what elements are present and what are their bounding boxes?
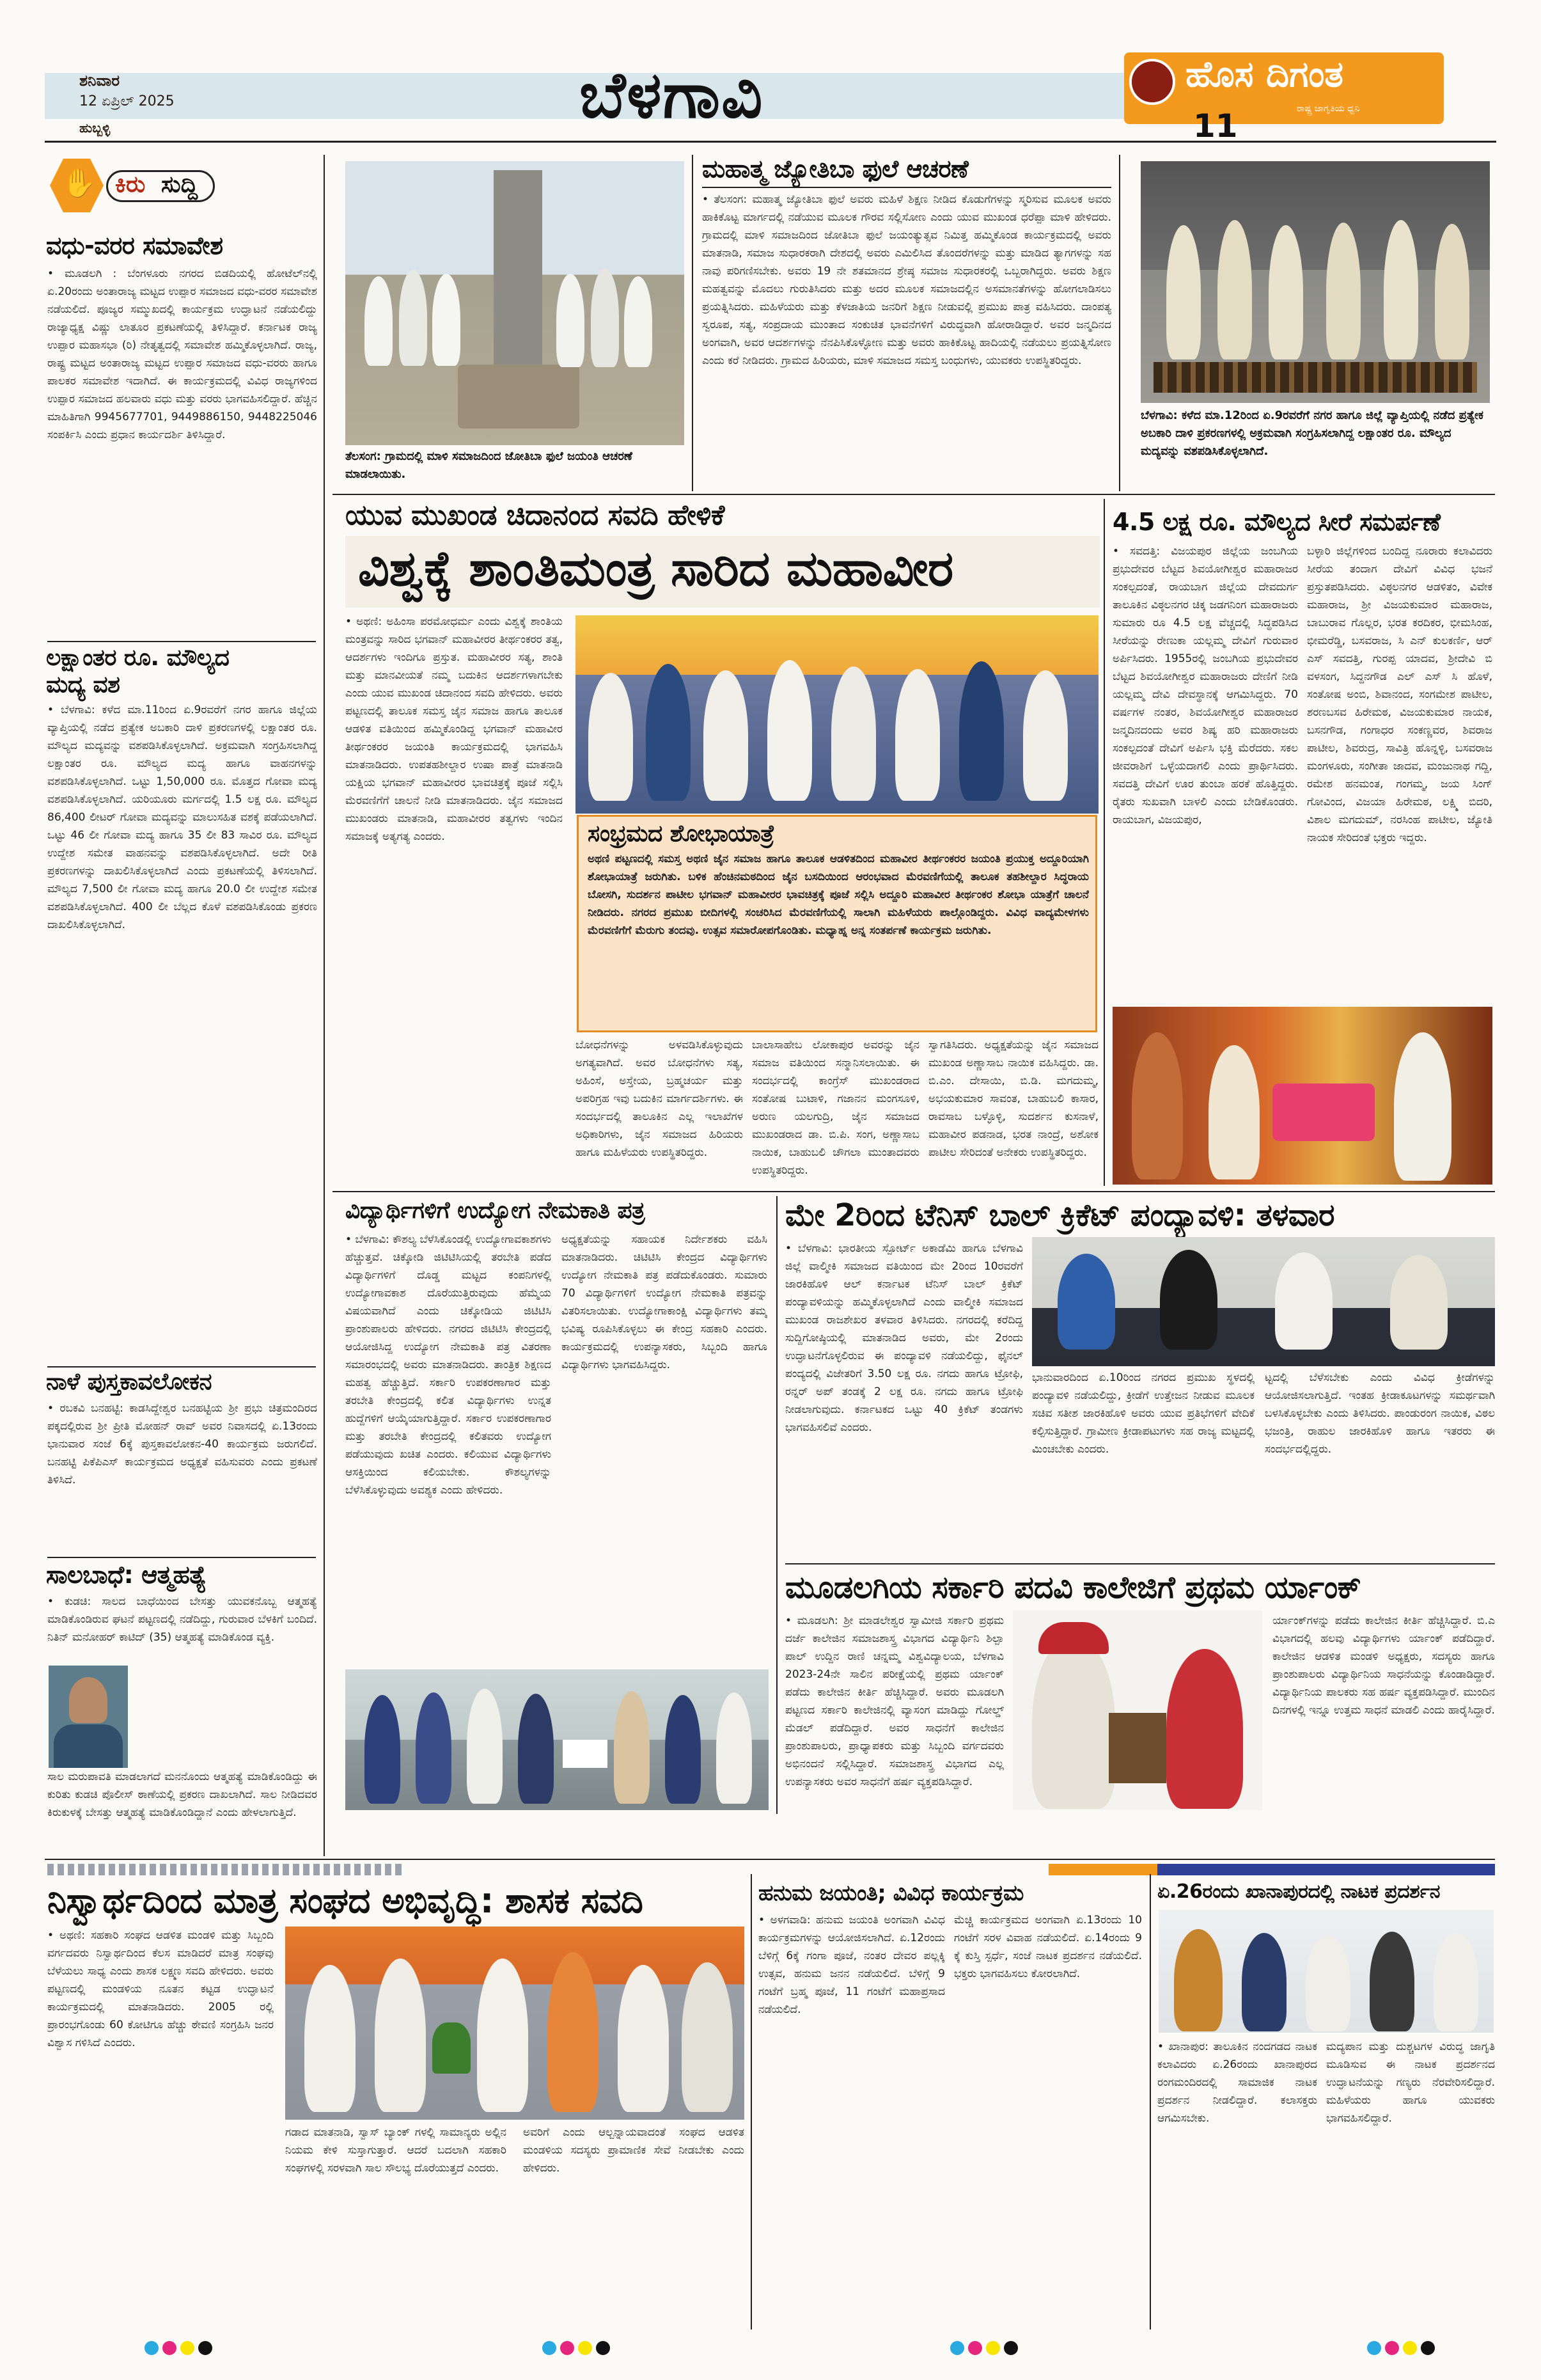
kicker-mahaveer: ಯುವ ಮುಖಂಡ ಚಿದಾನಂದ ಸವದಿ ಹೇಳಿಕೆ xyxy=(345,499,724,532)
devotee xyxy=(1394,1032,1451,1181)
header-day: ಶನಿವಾರ xyxy=(79,72,120,90)
person xyxy=(432,274,460,366)
divider xyxy=(702,187,1111,188)
dignitary xyxy=(895,669,940,801)
headline-liquor-a: ಲಕ್ಷಾಂತರ ರೂ. ಮೌಲ್ಯದ xyxy=(46,645,230,671)
person xyxy=(399,270,427,366)
body-phule: • ತೆಲಸಂಗ: ಮಹಾತ್ಮ ಜ್ಯೋತಿಬಾ ಫುಲೆ ಅವರು ಮಹಿಳೆ ಶಿಕ್ಷಣ ನೀಡಿದ ಕೊಡುಗೆಗಳನ್ನು ಸ್ಮರಿಸುವ ಮೂಲಕ ಅವರು ಹಾಕಿಕೊಟ್ಟ ಮಾರ್ಗದಲ್ಲಿ ನಡೆಯುವ ಮೂಲಕ ಗೌರವ ಸಲ್ಲಿಸೋಣ ಎಂದು ಯುವ ಮುಖಂಡ ಧರೆಪ್ಪಾ ಮಾಳಿ ಹೇಳಿದರು. ಗ್ರಾಮದಲ್ಲಿ ಮಾಳಿ ಸಮಾಜದಿಂದ ಜೋತಿಬಾ ಫುಲೆ ಜಯಂತ್ಯುತ್ಸವ ನಿಮಿತ್ತ ಹಮ್ಮಿಕೊಂಡ ಕಾರ್ಯಕ್ರಮದಲ್ಲಿ ಅವರು ಮಾತನಾಡಿ, ಸಮಾಜ ಸುಧಾರಕರಾಗಿ ದೇಶದಲ್ಲಿ ಅವರು ಎಮಿಲಿಸಿದ ತೊಂದರೆಗಳನ್ನು ಮತ್ತು ಮಾಡಿದ ತ್ಯಾಗಗಳನ್ನು ಸಹ ನಾವು ಪರಿಗಣಿಸಬೇಕು. ಅವರು 19 ನೇ ಶತಮಾನದ ಶ್ರೇಷ್ಠ ಸಮಾಜ ಸುಧಾರಕರಲ್ಲಿ ಒಬ್ಬರಾಗಿದ್ದರು. ಅವರು ಶಿಕ್ಷಣ ಮಹತ್ವವನ್ನು ಮೊದಲು ಗುರುತಿಸಿದರು ಮತ್ತು ಅದರ ಮೂಲಕ ಸಮಾಜದಲ್ಲಿನ ಅಸಮಾನತೆಗಳನ್ನು ಹೋಗಲಾಡಿಸಲು ಪ್ರಯತ್ನಿಸಿದರು. ಮಹಿಳೆಯರು ಮತ್ತು ಕೆಳಜಾತಿಯ ಜನರಿಗೆ ಶಿಕ್ಷಣ ನೀಡುವಲ್ಲಿ ಪ್ರಮುಖ ಪಾತ್ರ ವಹಿಸಿದರು. ದಾಂಪತ್ಯ ಸ್ವರೂಪ, ಸತ್ಯ, ಸಂಪ್ರದಾಯ ಮುಂತಾದ ಸಂಕುಚಿತ ಭಾವನೆಗಳಿಗೆ ವಿರುದ್ಧವಾಗಿ ಹೋರಾಡಿದ್ದಾರೆ. ಅವರ ಜನ್ಮದಿನದ ಅಂಗವಾಗಿ, ಅವರ ಆದರ್ಶಗಳನ್ನು ನೆನಪಿಸಿಕೊಳ್ಳೋಣ ಮತ್ತು ಅವರು ಹಾಕಿಕೊಟ್ಟ ಹಾದಿಯಲ್ಲಿ ನಡೆಯಲು ಪ್ರಯತ್ನಿಸೋಣ ಎಂದು ಕರೆ ನೀಡಿದರು. ಗ್ರಾಮದ ಹಿರಿಯರು, ಮಾಳಿ ಸಮಾಜದ ಸಮಸ್ತ ಬಂಧುಗಳು, ಯುವಕರು ಉಪಸ್ಥಿತರಿದ್ದರು. xyxy=(702,193,1111,367)
excise-photo-caption: ಬೆಳಗಾವಿ: ಕಳೆದ ಮಾ.12ರಿಂದ ಏ.9ರವರೆಗೆ ನಗರ ಹಾಗೂ ಜಿಲ್ಲೆ ವ್ಯಾಪ್ತಿಯಲ್ಲಿ ನಡೆದ ಪ್ರತ್ಯೇಕ ಅಬಕಾರಿ ದಾಳಿ ಪ್ರಕರಣಗಳಲ್ಲಿ ಅಕ್ರಮವಾಗಿ ಸಂಗ್ರಹಿಸಲಾಗಿದ್ದ ಲಕ್ಷಾಂತರ ರೂ. ಮೌಲ್ಯದ ಮದ್ಯವನ್ನು ವಶಪಡಿಸಿಕೊಳ್ಳಲಾಗಿದೆ. xyxy=(1141,409,1483,458)
saree-offering-photo xyxy=(1113,1007,1492,1185)
column-rule xyxy=(1104,499,1105,1186)
section-rule xyxy=(785,1563,1495,1564)
performer xyxy=(1370,1932,1414,2031)
body-mahaveer-c: ಬಾಲಾಸಾಹೇಬ ಲೋಕಾಪುರ ಅವರನ್ನು ಜೈನ ಸಮಾಜ ವತಿಯಿಂದ ಸನ್ಮಾನಿಸಲಾಯಿತು. ಈ ಸಂದರ್ಭದಲ್ಲಿ ಕಾಂಗ್ರೆಸ್ ಮುಖಂಡರಾದ ಸಂತೋಷ ಬುಟಾಳಿ, ಗಜಾನನ ಮಂಗಸೂಳಿ, ಅರುಣ ಯಲಗುದ್ರಿ, ಜೈನ ಸಮಾಜದ ಮುಖಂಡರಾದ ಡಾ. ಬಿ.ಪಿ. ಸಂಗ, ಅಣ್ಣಾಸಾಬ ನಾಯಿಕ, ಬಾಹುಬಲಿ ಚೌಗಲಾ ಮುಂತಾದವರು ಉಪಸ್ಥಿತರಿದ್ದರು. xyxy=(752,1039,919,1177)
section-rule xyxy=(332,1191,1495,1192)
memorial-pillar xyxy=(494,170,542,381)
reg-dot-magenta xyxy=(560,2341,574,2355)
kirusuddi-label-b: ಸುದ್ದಿ xyxy=(161,171,198,198)
jobs-event-photo xyxy=(345,1669,769,1810)
seized-bottles xyxy=(1154,362,1477,393)
student xyxy=(518,1694,554,1804)
victim-head xyxy=(69,1677,107,1723)
performer xyxy=(1242,1933,1287,2031)
dignitary xyxy=(304,1965,356,2112)
reg-dot-magenta xyxy=(968,2341,982,2355)
dignitary xyxy=(767,660,812,801)
reg-dot-magenta xyxy=(162,2341,176,2355)
officer xyxy=(1384,220,1418,359)
body-college-b: ರ್ಯಾಂಕ್‌ಗಳನ್ನು ಪಡೆದು ಕಾಲೇಜಿನ ಕೀರ್ತಿ ಹೆಚ್ಚಿಸಿದ್ದಾರೆ. ಬಿ.ಎ ವಿಭಾಗದಲ್ಲಿ ಹಲವು ವಿದ್ಯಾರ್ಥಿಗಳು ರ್ಯಾಂಕ್ ಪಡೆದಿದ್ದಾರೆ. ಕಾಲೇಜಿನ ಆಡಳಿತ ಮಂಡಳಿ ಅಧ್ಯಕ್ಷರು, ಸದಸ್ಯರು ಹಾಗೂ ಪ್ರಾಂಶುಪಾಲರು ವಿದ್ಯಾರ್ಥಿನಿಯ ಸಾಧನೆಯನ್ನು ಕೊಂಡಾಡಿದ್ದಾರೆ. ವಿದ್ಯಾರ್ಥಿನಿಯ ಪಾಲಕರು ಸಹ ಹರ್ಷ ವ್ಯಕ್ತಪಡಿಸಿದ್ದಾರೆ. ಮುಂದಿನ ದಿನಗಳಲ್ಲಿ ಇನ್ನೂ ಉತ್ತಮ ಸಾಧನೆ ಮಾಡಲಿ ಎಂದು ಹಾರೈಸಿದ್ದಾರೆ. xyxy=(1272,1614,1495,1717)
section-rule xyxy=(332,494,1495,495)
body-jobs-a: • ಬೆಳಗಾವಿ: ಕೌಶಲ್ಯ ಬೆಳೆಸಿಕೊಂಡಲ್ಲಿ ಉದ್ಯೋಗಾವಕಾಶಗಳು ಹೆಚ್ಚುತ್ತವೆ. ಚಿಕ್ಕೋಡಿ ಜಿಟಿಟಿಸಿಯಲ್ಲಿ ತರಬೇತಿ ಪಡೆದ ವಿದ್ಯಾರ್ಥಿಗಳಿಗೆ ದೊಡ್ಡ ಮಟ್ಟದ ಕಂಪನಿಗಳಲ್ಲಿ ಉದ್ಯೋಗಾವಕಾಶ ದೊರೆಯುತ್ತಿರುವುದು ಹೆಮ್ಮೆಯ ವಿಷಯವಾಗಿದೆ ಎಂದು ಚಿಕ್ಕೋಡಿಯ ಜಿಟಿಟಿಸಿ ಪ್ರಾಂಶುಪಾಲರು ಹೇಳಿದರು. ನಗರದ ಜಿಟಿಟಿಸಿ ಕೇಂದ್ರದಲ್ಲಿ ಆಯೋಜಿಸಿದ್ದ ಉದ್ಯೋಗ ನೇಮಕಾತಿ ಪತ್ರ ವಿತರಣಾ ಸಮಾರಂಭದಲ್ಲಿ ಅವರು ಮಾತನಾಡಿದರು. ತಾಂತ್ರಿಕ ಶಿಕ್ಷಣದ ಮಹತ್ವ ಹೆಚ್ಚುತ್ತಿದೆ. ಸರ್ಕಾರಿ ಉಪಕರಣಾಗಾರ ಮತ್ತು ತರಬೇತಿ ಕೇಂದ್ರದಲ್ಲಿ ಕಲಿತ ವಿದ್ಯಾರ್ಥಿಗಳು ಉನ್ನತ ಹುದ್ದೆಗಳಿಗೆ ಆಯ್ಕೆಯಾಗುತ್ತಿದ್ದಾರೆ. ಸರ್ಕಾರ ಉಪಕರಣಾಗಾರ ಮತ್ತು ತರಬೇತಿ ಕೇಂದ್ರದಲ್ಲಿ ಕಲಿತವರು ಉದ್ಯೋಗ ಪಡೆಯುವುದು ಖಚಿತ ಎಂದರು. ಕಲಿಯುವ ವಿದ್ಯಾರ್ಥಿಗಳು ಆಸಕ್ತಿಯಿಂದ ಕಲಿಯಬೇಕು. ಕೌಶಲ್ಯಗಳನ್ನು ಬೆಳೆಸಿಕೊಳ್ಳುವುದು ಅವಶ್ಯಕ ಎಂದು ಹೇಳಿದರು. xyxy=(345,1233,551,1497)
registration-marks xyxy=(0,2341,1541,2367)
headline-saree: 4.5 ಲಕ್ಷ ರೂ. ಮೌಲ್ಯದ ಸೀರೆ ಸಮರ್ಪಣೆ xyxy=(1113,508,1441,536)
header-place: ಹುಬ್ಬಳ್ಳಿ xyxy=(79,120,111,136)
divider xyxy=(47,1366,316,1367)
reg-dot-cyan xyxy=(1367,2341,1381,2355)
reg-dot-yellow xyxy=(578,2341,592,2355)
kirusuddi-badge xyxy=(45,155,237,216)
body-natak-b: ಮದ್ಯಪಾನ ಮತ್ತು ದುಶ್ಚಟಗಳ ವಿರುದ್ಧ ಜಾಗೃತಿ ಮೂಡಿಸುವ ಈ ನಾಟಕ ಪ್ರದರ್ಶನದ ಉದ್ಘಾಟನೆಯನ್ನು ಗಣ್ಯರು ನೆರವೇರಿಸಲಿದ್ದಾರೆ. ಮಹಿಳೆಯರು ಹಾಗೂ ಯುವಕರು ಭಾಗವಹಿಸಲಿದ್ದಾರೆ. xyxy=(1326,2040,1495,2125)
reg-dot-black xyxy=(596,2341,610,2355)
dignitary xyxy=(1023,670,1068,801)
body-jobs-b: ಅಧ್ಯಕ್ಷತೆಯನ್ನು ಸಹಾಯಕ ನಿರ್ದೇಶಕರು ವಹಿಸಿ ಮಾತನಾಡಿದರು. ಚಿಟಿಟಿಸಿ ಕೇಂದ್ರದ ವಿದ್ಯಾರ್ಥಿಗಳು ಉದ್ಯೋಗ ನೇಮಕಾತಿ ಪತ್ರ ಪಡೆದುಕೊಂಡರು. ಸುಮಾರು 70 ವಿದ್ಯಾರ್ಥಿಗಳಿಗೆ ಉದ್ಯೋಗ ನೇಮಕಾತಿ ಪತ್ರವನ್ನು ವಿತರಿಸಲಾಯಿತು. ಉದ್ಯೋಗಾಕಾಂಕ್ಷಿ ವಿದ್ಯಾರ್ಥಿಗಳು ತಮ್ಮ ಭವಿಷ್ಯ ರೂಪಿಸಿಕೊಳ್ಳಲು ಈ ಕೇಂದ್ರ ಸಹಕಾರಿ ಎಂದರು. ಕಾರ್ಯಕ್ರಮದಲ್ಲಿ ಉಪನ್ಯಾಸಕರು, ಸಿಬ್ಬಂದಿ ಹಾಗೂ ವಿದ್ಯಾರ್ಥಿಗಳು ಭಾಗವಹಿಸಿದ್ದರು. xyxy=(561,1233,767,1371)
officer xyxy=(1217,220,1252,359)
body-hanuma-a: • ಅಳಗವಾಡಿ: ಹನುಮ ಜಯಂತಿ ಅಂಗವಾಗಿ ವಿವಿಧ ಕಾರ್ಯಕ್ರಮಗಳನ್ನು ಆಯೋಜಿಸಲಾಗಿದೆ. ಏ.12ರಂದು ಬೆಳಿಗ್ಗೆ 6ಕ್ಕೆ ಗಂಗಾ ಪೂಜೆ, ನಂತರ ದೇವರ ಪಲ್ಲಕ್ಕಿ ಉತ್ಸವ, ಹನುಮ ಜನನ ನಡೆಯಲಿದೆ. ಬೆಳಿಗ್ಗೆ 9 ಗಂಟೆಗೆ ಬ್ರಹ್ಮ ಪೂಜೆ, 11 ಗಂಟೆಗೆ ಮಹಾಪ್ರಸಾದ ನಡೆಯಲಿದೆ. xyxy=(758,1914,945,2016)
performer xyxy=(1434,1933,1478,2031)
body-suicide-b: ಸಾಲ ಮರುಪಾವತಿ ಮಾಡಲಾಗದೆ ಮನನೊಂದು ಆತ್ಮಹತ್ಯೆ ಮಾಡಿಕೊಂಡಿದ್ದು ಈ ಕುರಿತು ಕುಡಚಿ ಪೊಲೀಸ್ ಠಾಣೆಯಲ್ಲಿ ಪ್ರಕರಣ ದಾಖಲಾಗಿದೆ. ಸಾಲ ನೀಡಿದವರ ಕಿರುಕುಳಕ್ಕೆ ಬೇಸತ್ತು ಆತ್ಮಹತ್ಯೆ ಮಾಡಿಕೊಂಡಿದ್ದಾನೆ ಎಂದು ಹೇಳಲಾಗುತ್ತಿದೆ. xyxy=(47,1770,317,1819)
dignitary xyxy=(646,664,691,801)
headline-book-review: ನಾಳೆ ಪುಸ್ತಕಾವಲೋಕನ xyxy=(46,1369,212,1395)
student xyxy=(716,1692,752,1804)
dignitary xyxy=(477,1958,528,2112)
body-book-review: • ರಬಕವಿ ಬನಹಟ್ಟಿ: ಕಾಡಸಿದ್ದೇಶ್ವರ ಬನಹಟ್ಟಿಯ ಶ್ರೀ ಪ್ರಭು ಚಿತ್ರಮಂದಿರದ ಪಕ್ಕದಲ್ಲಿರುವ ಶ್ರೀ ಪ್ರೀತಿ ಮೋಹನ್ ರಾವ್ ಅವರ ನಿವಾಸದಲ್ಲಿ ಏ.13ರಂದು ಭಾನುವಾರ ಸಂಜೆ 6ಕ್ಕೆ ಪುಸ್ತಕಾವಲೋಕನ-40 ಕಾರ್ಯಕ್ರಮ ಜರುಗಲಿದೆ. ಬನಹಟ್ಟಿ ಪಿಕೆಪಿಎಸ್ ಕಾರ್ಯಕ್ರಮದ ಅಧ್ಯಕ್ಷತೆ ವಹಿಸುವರು ಎಂದು ಪ್ರಕಟಣೆ ತಿಳಿಸಿದೆ. xyxy=(47,1402,317,1486)
reg-dot-cyan xyxy=(950,2341,964,2355)
dignitary xyxy=(375,1958,426,2112)
reg-dot-magenta xyxy=(1385,2341,1399,2355)
headline-jobs: ವಿದ್ಯಾರ್ಥಿಗಳಿಗೆ ಉದ್ಯೋಗ ನೇಮಕಾತಿ ಪತ್ರ xyxy=(345,1197,645,1224)
reg-dot-cyan xyxy=(145,2341,159,2355)
devotee xyxy=(1209,1045,1260,1179)
kirusuddi-label-a: ಕಿರು xyxy=(115,171,146,198)
body-tennis-b: ಭಾನುವಾರದಿಂದ ಏ.10ರಿಂದ ನಗರದ ಪ್ರಮುಖ ಸ್ಥಳದಲ್ಲಿ ಪಂದ್ಯಾವಳಿ ನಡೆಯಲಿದ್ದು, ಕ್ರೀಡೆಗೆ ಉತ್ತೇಜನ ನೀಡುವ ಮೂಲಕ ಸಚಿವ ಸತೀಶ ಜಾರಕಿಹೊಳಿ ಅವರು ಯುವ ಪ್ರತಿಭೆಗಳಿಗೆ ವೇದಿಕೆ ಕಲ್ಪಿಸುತ್ತಿದ್ದಾರೆ. ಗ್ರಾಮೀಣ ಕ್ರೀಡಾಪಟುಗಳು ಸಹ ರಾಜ್ಯ ಮಟ್ಟದಲ್ಲಿ ಮಿಂಚಬೇಕು ಎಂದರು. xyxy=(1032,1371,1255,1456)
reg-dot-cyan xyxy=(542,2341,556,2355)
speaker xyxy=(1390,1255,1448,1350)
body-mahaveer-d: ಸ್ವಾಗತಿಸಿದರು. ಅಧ್ಯಕ್ಷತೆಯನ್ನು ಜೈನ ಸಮಾಜದ ಮುಖಂಡ ಅಣ್ಣಾಸಾಬ ನಾಯಿಕ ವಹಿಸಿದ್ದರು. ಡಾ. ಬಿ.ಎಂ. ದೇಸಾಯಿ, ಬಿ.ಡಿ. ಮಗದುಮ್ಮ, ಅಭಯಕುಮಾರ ಸಾವಂತ, ಬಾಹುಬಲಿ ಕಾಸಾರ, ರಾವಸಾಬ ಬಳ್ಳೊಳ್ಳಿ, ಸುದರ್ಶನ ಕುಸನಾಳೆ, ಮಹಾವೀರ ಪಡನಾಡ, ಭರತ ನಾಂದ್ರೆ, ಅಶೋಕ ಪಾಟೀಲ ಸೇರಿದಂತೆ ಅನೇಕರು ಉಪಸ್ಥಿತರಿದ್ದರು. xyxy=(928,1039,1099,1159)
natak-photo xyxy=(1159,1910,1494,2033)
officer xyxy=(1269,225,1303,359)
reg-dot-black xyxy=(198,2341,212,2355)
body-hanuma-b: ಮೆಚ್ಚಿ ಕಾರ್ಯಕ್ರಮದ ಅಂಗವಾಗಿ ಏ.13ರಂದು 10 ಗಂಟೆಗೆ ಸರಳ ವಿವಾಹ ನಡೆಯಲಿದೆ. ಏ.14ರಂದು 9 ಕ್ಕೆ ಕುಸ್ತಿ ಸ್ಪರ್ಧೆ, ಸಂಜೆ ನಾಟಕ ಪ್ರದರ್ಶನ ನಡೆಯಲಿದೆ. ಭಕ್ತರು ಭಾಗವಹಿಸಲು ಕೋರಲಾಗಿದೆ. xyxy=(954,1914,1142,1980)
body-saree-b: ಬಳ್ಳಾರಿ ಜಿಲ್ಲೆಗಳಿಂದ ಬಂದಿದ್ದ ನೂರಾರು ಕಲಾವಿದರು ಸೀರೆಯ ತಂದಾಗ ದೇವಿಗೆ ವಿವಿಧ ಭಜನೆ ಪ್ರಸ್ತುತಪಡಿಸಿದರು. ವಿಠ್ಠಲನಗರ ಆಡಳಿತಂ, ವಿವೇಕ ಮಹಾರಾಜ, ಶ್ರೀ ವಿಜಯಕುಮಾರ ಮಹಾರಾಜ, ಬಾಬುರಾವ ಗೊಲ್ಲರ, ಭರತ ಕರದಿಕರ, ಭೀಮಸಿಂಹ, ಭೀಮರೆಡ್ಡಿ, ಬಸವರಾಜ, ಸಿ ಎನ್ ಕುಲಕರ್ಣಿ, ಆರ್ ಎಸ್ ಸವದತ್ತಿ, ಗುರಪ್ಪ ಯಾದವ, ಶ್ರೀದೇವಿ ಬಿ ವಳಸಂಗ, ಸಿದ್ದನಗೌಡ ಎಲ್ ಎಸ್ ಸಿ ಹೊಳೆ, ಸಂತೋಷ ಅಂಬಿ, ಶಿವಾನಂದ, ಸಂಗಮೇಶ ಪಾಟೀಲ, ಶರಣಬಸವ ಹಿರೇಮಠ, ವಿಜಯಕುಮಾರ ನಾಯಕ, ಬಸನಗೌಡ, ಗಂಗಾಧರ ಸಂಕಣ್ಣವರ, ಶಿವರಾಜ ಪಾಟೀಲ, ಶಿವರುದ್ರ, ಸಾವಿತ್ರಿ ಹೊನ್ನಳ್ಳಿ, ಬಸವರಾಜ ಮಂಗಳೂರು, ಸಂಗೀತಾ ಜಾದವ, ಮಂಜುನಾಥ ಗದ್ದಿ, ರಮೇಶ ಹನಮಂತ, ಗಂಗಮ್ಮ, ಜಯ ಸಿಂಗ್ ಗೋವಿಂದ, ವಿಜಯಾ ಹಿರೇಮಠ, ಲಕ್ಷ್ಮಿ ಬಿದರಿ, ವಿಶಾಲ ಮಗದುಮ್, ನರಸಿಂಹ ಪಾಟೀಲ, ಜ್ಯೋತಿ ನಾಯಕ ಸೇರಿದಂತೆ ಭಕ್ತರು ಇದ್ದರು. xyxy=(1307,545,1492,844)
body-mahaveer-b: ಬೋಧನೆಗಳನ್ನು ಅಳವಡಿಸಿಕೊಳ್ಳುವುದು ಅಗತ್ಯವಾಗಿದೆ. ಅವರ ಬೋಧನೆಗಳು ಸತ್ಯ, ಅಹಿಂಸೆ, ಅಸ್ತೇಯ, ಬ್ರಹ್ಮಚರ್ಯ ಮತ್ತು ಅಪರಿಗ್ರಹ ಇವು ಬದುಕಿನ ಮಾರ್ಗದರ್ಶಿಗಳು. ಈ ಸಂದರ್ಭದಲ್ಲಿ ತಾಲೂಕಿನ ಎಲ್ಲ ಇಲಾಖೆಗಳ ಅಧಿಕಾರಿಗಳು, ಜೈನ ಸಮಾಜದ ಹಿರಿಯರು ಹಾಗೂ ಮಹಿಳೆಯರು ಉಪಸ್ಥಿತರಿದ್ದರು. xyxy=(575,1039,743,1159)
dignitary xyxy=(618,1965,669,2112)
dignitary xyxy=(703,670,748,801)
hand-icon: ✋ xyxy=(61,167,97,200)
reg-dot-yellow xyxy=(1403,2341,1417,2355)
sapling-pot xyxy=(432,2022,471,2074)
dignitary xyxy=(682,1962,733,2112)
divider xyxy=(47,1557,316,1558)
body-tennis-a: • ಬೆಳಗಾವಿ: ಭಾರತೀಯ ಸ್ಪೋರ್ಟ್ ಅಕಾಡೆಮಿ ಹಾಗೂ ಬೆಳಗಾವಿ ಜಿಲ್ಲೆ ವಾಲ್ಮೀಕಿ ಸಮಾಜದ ವತಿಯಿಂದ ಮೇ 2ರಿಂದ 10ರವರೆಗೆ ಜಾರಕಿಹೊಳಿ ಆಲ್ ಕರ್ನಾಟಕ ಟೆನಿಸ್ ಬಾಲ್ ಕ್ರಿಕೆಟ್ ಪಂದ್ಯಾವಳಿಯನ್ನು ಹಮ್ಮಿಕೊಳ್ಳಲಾಗಿದೆ ಎಂದು ವಾಲ್ಮೀಕಿ ಸಮಾಜದ ಮುಖಂಡ ರಾಜಶೇಖರ ತಳವಾರ ತಿಳಿಸಿದರು. ನಗರದಲ್ಲಿ ಕರೆದಿದ್ದ ಸುದ್ದಿಗೋಷ್ಠಿಯಲ್ಲಿ ಮಾತನಾಡಿದ ಅವರು, ಮೇ 2ರಂದು ಉದ್ಘಾಟನೆಗೊಳ್ಳಲಿರುವ ಈ ಪಂದ್ಯಾವಳಿ ನಡೆಯಲಿದ್ದು, ಫೈನಲ್ ಪಂದ್ಯದಲ್ಲಿ ವಿಜೇತರಿಗೆ 3.50 ಲಕ್ಷ ರೂ. ನಗದು ಹಾಗೂ ಟ್ರೋಫಿ, ರನ್ನರ್ ಅಪ್ ತಂಡಕ್ಕೆ 2 ಲಕ್ಷ ರೂ. ನಗದು ಹಾಗೂ ಟ್ರೋಫಿ ನೀಡಲಾಗುವುದು. ಕರ್ನಾಟಕದ ಒಟ್ಟು 40 ಕ್ರಿಕೆಟ್ ತಂಡಗಳು ಭಾಗವಹಿಸಲಿವೆ ಎಂದರು. xyxy=(785,1242,1023,1434)
dignitary xyxy=(959,661,1004,801)
body-savadi-b: ಗಡಾದ ಮಾತನಾಡಿ, ಸ್ವಾಸ್ ಬ್ಯಾಂಕ್ ಗಳಲ್ಲಿ ಸಾಮಾನ್ಯರು ಅಲ್ಲಿನ ನಿಯಮ ಕೇಳಿ ಸುಸ್ತಾಗುತ್ತಾರೆ. ಆದರೆ ಬದಲಾಗಿ ಸಹಕಾರಿ ಸಂಘಗಳಲ್ಲಿ ಸರಳವಾಗಿ ಸಾಲ ಸೌಲಭ್ಯ ದೊರೆಯುತ್ತದೆ ಎಂದರು. xyxy=(285,2126,506,2175)
press-meet-photo xyxy=(1032,1237,1495,1366)
shobhayatra-body: ಅಥಣಿ ಪಟ್ಟಣದಲ್ಲಿ ಸಮಸ್ತ ಅಥಣಿ ಜೈನ ಸಮಾಜ ಹಾಗೂ ತಾಲೂಕ ಆಡಳಿತದಿಂದ ಮಹಾವೀರ ತೀರ್ಥಂಕರರ ಜಯಂತಿ ಪ್ರಯುಕ್ತ ಅದ್ದೂರಿಯಾಗಿ ಶೋಭಾಯಾತ್ರೆ ಜರುಗಿತು. ಬಳಿಕ ಹೆಂಚಿನಮಠದಿಂದ ಜೈನ ಬಸದಿಯಿಂದ ಆರಂಭವಾದ ಮೆರವಣಿಗೆಯಲ್ಲಿ ತಾಲೂಕ ತಹಶೀಲ್ದಾರ ಸಿದ್ಧರಾಯ ಬೋಸಗಿ, ಸುದರ್ಶನ ಪಾಟೀಲ ಭಗವಾನ್ ಮಹಾವೀರರ ಭಾವಚಿತ್ರಕ್ಕೆ ಪೂಜೆ ಸಲ್ಲಿಸಿ ಅದ್ದೂರಿ ಮಹಾವೀರ ತೀರ್ಥಂಕರ ಶೋಭಾ ಯಾತ್ರೆಗೆ ಚಾಲನೆ ನೀಡಿದರು. ನಗರದ ಪ್ರಮುಖ ಬೀದಿಗಳಲ್ಲಿ ಸಂಚರಿಸಿದ ಮೆರವಣಿಗೆಯಲ್ಲಿ ಸಾಲಾಗಿ ಮಹಿಳೆಯರು ಪಾಲ್ಗೊಂಡಿದ್ದರು. ವಿವಿಧ ವಾದ್ಯಮೇಳಗಳು ಮೆರವಣಿಗೆಗೆ ಮೆರುಗು ತಂದವು. ಉತ್ಸವ ಸಮಾರೋಪಗೊಂಡಿತು. ಮಧ್ಯಾಹ್ನ ಅನ್ನ ಸಂತರ್ಪಣೆ ಕಾರ್ಯಕ್ರಮ ಜರುಗಿತು. xyxy=(588,853,1089,937)
victim-shirt xyxy=(54,1724,123,1768)
officer xyxy=(1435,224,1469,359)
body-saree-a: • ಸವದತ್ತಿ: ವಿಜಯಪುರ ಜಿಲ್ಲೆಯ ಜಂಬಗಿಯ ಪ್ರಭುದೇವರ ಬೆಟ್ಟದ ಶಿವಯೋಗೀಶ್ವರ ಮಹಾರಾಜರ ಸಂಕಲ್ಪದಂತೆ, ರಾಯಬಾಗ ಜಿಲ್ಲೆಯ ದೇವದುರ್ಗ ತಾಲೂಕಿನ ವಿಠ್ಠಲನಗರ ಚಿಕ್ಕ ಜಡಗನಿಂಗ ಮಹಾರಾಜರು ಸುಮಾರು ರೂ 4.5 ಲಕ್ಷ ವೆಚ್ಚದಲ್ಲಿ ಸಿದ್ಧಪಡಿಸಿದ ಸೀರೆಯನ್ನು ರೇಣುಕಾ ಯಲ್ಲಮ್ಮ ದೇವಿಗೆ ಗುರುವಾರ ಅರ್ಪಿಸಿದರು. 1955ರಲ್ಲಿ ಜಂಬಗಿಯ ಪ್ರಭುದೇವರ ಬೆಟ್ಟದ ಶಿವಯೋಗೀಶ್ವರ ಮಹಾರಾಜರು ದೇಣಿಗೆ ನೀಡಿ ಯಲ್ಲಮ್ಮ ದೇವಿ ದೇವಸ್ಥಾನಕ್ಕೆ ಆಗಮಿಸಿದ್ದರು. 70 ವರ್ಷಗಳ ನಂತರ, ಶಿವಯೋಗೀಶ್ವರ ಮಹಾರಾಜರ ಜನ್ಮದಿನದಂದು ಅವರ ಶಿಷ್ಯ ಹರಿ ಮಹಾರಾಜರು ಸಂಕಲ್ಪದಂತೆ ದೇವಿಗೆ ಅರ್ಪಿಸಿ ಭಕ್ತಿ ಮೆರೆದರು. ಸಕಲ ಜೀವರಾಶಿಗೆ ಒಳ್ಳೆಯದಾಗಲಿ ಎಂದು ಪ್ರಾರ್ಥಿಸಿದರು. ಸವದತ್ತಿ ದೇವಿಗೆ ಊರ ತುಂಬಾ ಹರಕೆ ಹೊತ್ತಿದ್ದರು. ರೈತರು ಸುಖವಾಗಿ ಬಾಳಲಿ ಎಂದು ಬೇಡಿಕೊಂಡರು. ರಾಯಬಾಗ, ವಿಜಯಪುರ, xyxy=(1113,545,1298,826)
column-rule xyxy=(1119,155,1120,491)
excise-seizure-photo xyxy=(1141,161,1490,403)
phule-photo-caption: ತೆಲಸಂಗ: ಗ್ರಾಮದಲ್ಲಿ ಮಾಳಿ ಸಮಾಜದಿಂದ ಜೋತಿಬಾ ಫುಲೆ ಜಯಂತಿ ಆಚರಣೆ ಮಾಡಲಾಯಿತು. xyxy=(345,450,632,481)
body-savadi-a: • ಅಥಣಿ: ಸಹಕಾರಿ ಸಂಘದ ಆಡಳಿತ ಮಂಡಳಿ ಮತ್ತು ಸಿಬ್ಬಂದಿ ವರ್ಗದವರು ನಿಸ್ವಾರ್ಥದಿಂದ ಕೆಲಸ ಮಾಡಿದರೆ ಮಾತ್ರ ಸಂಘವು ಬೆಳೆಯಲು ಸಾಧ್ಯ ಎಂದು ಶಾಸಕ ಲಕ್ಷ್ಮಣ ಸವದಿ ಹೇಳಿದರು. ಅವರು ಪಟ್ಟಣದಲ್ಲಿ ಮಂಡಳಿಯ ನೂತನ ಕಟ್ಟಡ ಉದ್ಘಾಟನೆ ಕಾರ್ಯಕ್ರಮದಲ್ಲಿ ಮಾತನಾಡಿದರು. 2005 ರಲ್ಲಿ ಪ್ರಾರಂಭಗೊಂಡು 60 ಕೋಟಿಗೂ ಹೆಚ್ಚು ಠೇವಣಿ ಸಂಗ್ರಹಿಸಿ ಜನರ ವಿಶ್ವಾಸ ಗಳಿಸಿದೆ ಎಂದರು. xyxy=(47,1929,274,2049)
headline-college: ಮೂಡಲಗಿಯ ಸರ್ಕಾರಿ ಪದವಿ ಕಾಲೇಜಿಗೆ ಪ್ರಥಮ ರ್ಯಾಂಕ್ xyxy=(785,1570,1361,1605)
performer xyxy=(1306,1935,1350,2031)
shobhayatra-title: ಸಂಭ್ರಮದ ಶೋಭಾಯಾತ್ರೆ xyxy=(588,821,774,847)
header-date: 12 ಏಪ್ರಿಲ್ 2025 xyxy=(79,93,175,109)
student xyxy=(467,1689,503,1804)
body-mahaveer-a: • ಅಥಣಿ: ಅಹಿಂಸಾ ಪರಮೋಧರ್ಮ ಎಂದು ವಿಶ್ವಕ್ಕೆ ಶಾಂತಿಯ ಮಂತ್ರವನ್ನು ಸಾರಿದ ಭಗವಾನ್ ಮಹಾವೀರರ ತೀರ್ಥಂಕರರ ತತ್ವ, ಆದರ್ಶಗಳು ಇಂದಿಗೂ ಪ್ರಸ್ತುತ. ಮಹಾವೀರರ ಸತ್ಯ, ಶಾಂತಿ ಮತ್ತು ಮಾನವೀಯತೆ ನಮ್ಮ ಬದುಕಿನ ಆದರ್ಶಗಳಾಗಬೇಕು ಎಂದು ಯುವ ಮುಖಂಡ ಚಿದಾನಂದ ಸವದಿ ಹೇಳಿದರು. ಅವರು ಪಟ್ಟಣದಲ್ಲಿ ತಾಲೂಕ ಸಮಸ್ತ ಜೈನ ಸಮಾಜ ಹಾಗೂ ತಾಲೂಕ ಆಡಳಿತ ವತಿಯಿಂದ ಹಮ್ಮಿಕೊಂಡಿದ್ದ ಭಗವಾನ್ ಮಹಾವೀರ ತೀರ್ಥಂಕರರ ಜಯಂತಿ ಕಾರ್ಯಕ್ರಮದಲ್ಲಿ ಭಾಗವಹಿಸಿ ಮಾತನಾಡಿದರು. ಉಪತಹಶೀಲ್ದಾರ ಉಷಾ ಪಾತ್ರೆ ಮಾತನಾಡಿ ಯಕ್ಷಿಯ ಭಗವಾನ್ ಮಹಾವೀರರ ಭಾವಚಿತ್ರಕ್ಕೆ ಪೂಜೆ ಸಲ್ಲಿಸಿ ಮೆರವಣಿಗೆಗೆ ಚಾಲನೆ ನೀಡಿ ಮಾತನಾಡಿದರು. ಜೈನ ಸಮಾಜದ ಮುಖಂಡರು ಮಾತನಾಡಿ, ಮಹಾವೀರರ ತತ್ವಗಳು ಇಂದಿನ ಸಮಾಜಕ್ಕೆ ಅತ್ಯಗತ್ಯ ಎಂದರು. xyxy=(345,615,563,843)
person xyxy=(591,269,619,367)
appointment-letter xyxy=(563,1740,607,1768)
performer xyxy=(1174,1929,1223,2031)
logo-emblem xyxy=(1129,59,1175,105)
body-liquor: • ಬೆಳಗಾವಿ: ಕಳೆದ ಮಾ.11ರಿಂದ ಏ.9ರವರೆಗೆ ನಗರ ಹಾಗೂ ಜಿಲ್ಲೆಯ ವ್ಯಾಪ್ತಿಯಲ್ಲಿ ನಡೆದ ಪ್ರತ್ಯೇಕ ಅಬಕಾರಿ ದಾಳಿ ಪ್ರಕರಣಗಳಲ್ಲಿ ಲಕ್ಷಾಂತರ ರೂ. ಮೌಲ್ಯದ ಮದ್ಯವನ್ನು ವಶಪಡಿಸಿಕೊಳ್ಳಲಾಗಿದೆ. ಅಕ್ರಮವಾಗಿ ಸಂಗ್ರಹಿಸಲಾಗಿದ್ದ ಲಕ್ಷಾಂತರ ರೂ. ಮೌಲ್ಯದ ಮದ್ಯ ಹಾಗೂ ವಾಹನಗಳನ್ನು ವಶಪಡಿಸಿಕೊಳ್ಳಲಾಗಿದೆ. ಒಟ್ಟು 1,50,000 ರೂ. ಮೊತ್ತದ ಗೋವಾ ಮದ್ಯ ವಶಪಡಿಸಿಕೊಳ್ಳಲಾಗಿದೆ. ಯರಿಯೂರು ಮರ್ಗದಲ್ಲಿ 1.5 ಲಕ್ಷ ರೂ. ಮೌಲ್ಯದ 86,400 ಲೀಟರ್ ಗೋವಾ ಮದ್ಯವನ್ನು ಮಾಲುಸಹಿತ ವಶಕ್ಕೆ ಪಡೆಯಲಾಗಿದೆ. ಒಟ್ಟು 46 ಲೀ ಗೋವಾ ಮದ್ಯ ಹಾಗೂ 35 ಲೀ 83 ಸಾವಿರ ರೂ. ಮೌಲ್ಯದ ಉದ್ದೇಶ ಸಮೇತ ವಾಹನವನ್ನು ವಶಪಡಿಸಿಕೊಳ್ಳಲಾಗಿದೆ. ಅದೇ ರೀತಿ ಪ್ರಕರಣಗಳನ್ನು ದಾಖಲಿಸಿಕೊಳ್ಳಲಾಗಿದೆ ಎಂದು ಪ್ರಕಟಣೆಯಲ್ಲಿ ತಿಳಿಸಲಾಗಿದೆ. ಮೌಲ್ಯದ 7,500 ಲೀ ಗೋವಾ ಮದ್ಯ ಹಾಗೂ 20.0 ಲೀ ಉದ್ದೇಶ ಸಮೇತ ವಶಪಡಿಸಿಕೊಳ್ಳಲಾಗಿದೆ. 400 ಲೀ ಬೆಲ್ಲದ ಕೊಳೆ ವಶಪಡಿಸಿಕೊಂಡು ಪ್ರಕರಣ ದಾಖಲಿಸಿಕೊಳ್ಳಲಾಗಿದೆ. xyxy=(47,704,317,931)
officer xyxy=(1326,223,1361,359)
swamiji xyxy=(547,1952,598,2112)
logo-tagline: ರಾಷ್ಟ್ರ ಜಾಗೃತಿಯ ಧ್ವನಿ xyxy=(1297,104,1360,114)
headline-tennis: ಮೇ 2ರಿಂದ ಟೆನಿಸ್ ಬಾಲ್ ಕ್ರಿಕೆಟ್ ಪಂದ್ಯಾವಳಿ: ತಳವಾರ xyxy=(785,1197,1335,1233)
speaker xyxy=(1058,1254,1115,1350)
section-rule xyxy=(45,1859,1495,1860)
headline-natak: ಏ.26ರಂದು ಖಾನಾಪುರದಲ್ಲಿ ನಾಟಕ ಪ್ರದರ್ಶನ xyxy=(1157,1880,1440,1903)
rank-student-photo xyxy=(1013,1611,1262,1810)
rank-student xyxy=(1166,1649,1243,1809)
body-natak-a: • ಖಾನಾಪುರ: ತಾಲೂಕಿನ ನಂದಗಡದ ನಾಟಕ ಕಲಾವಿದರು ಏ.26ರಂದು ಖಾನಾಪುರದ ರಂಗಮಂದಿರದಲ್ಲಿ ಸಾಮಾಜಿಕ ನಾಟಕ ಪ್ರದರ್ಶನ ನೀಡಲಿದ್ದಾರೆ. ಕಲಾಸಕ್ತರು ಆಗಮಿಸಬೇಕು. xyxy=(1157,2040,1317,2125)
headline-phule: ಮಹಾತ್ಮ ಜ್ಯೋತಿಬಾ ಫುಲೆ ಆಚರಣೆ xyxy=(702,155,969,183)
shobhayatra-box xyxy=(577,815,1097,1032)
person xyxy=(624,276,652,367)
color-strip xyxy=(1049,1864,1157,1875)
student xyxy=(614,1691,650,1804)
color-strip xyxy=(1157,1864,1495,1875)
body-vadhu-vara: • ಮೂಡಲಗಿ : ಬೆಂಗಳೂರು ನಗರದ ಬಿಡದಿಯಲ್ಲಿ ಹೋಟೆಲ್‌ನಲ್ಲಿ ಏ.20ರಂದು ಅಂತಾರಾಜ್ಯ ಮಟ್ಟದ ಉಪ್ಪಾರ ಸಮಾಜದ ವಧು-ವರರ ಸಮಾವೇಶ ನಡೆಯಲಿದೆ. ಪೂಜ್ಯರ ಸಮ್ಮುಖದಲ್ಲಿ ಕಾರ್ಯಕ್ರಮ ಉದ್ಘಾಟನೆ ನಡೆಯಲಿದ್ದು ರಾಜ್ಯಾಧ್ಯಕ್ಷ ವಿಷ್ಣು ಲಾತೂರ ಪ್ರಕಟಣೆಯಲ್ಲಿ ತಿಳಿಸಿದ್ದಾರೆ. ಕರ್ನಾಟಕ ರಾಜ್ಯ ಉಪ್ಪಾರ ಮಹಾಸಭಾ (ರಿ) ನೇತೃತ್ವದಲ್ಲಿ ಸಮಾವೇಶ ಹಮ್ಮಿಕೊಳ್ಳಲಾಗಿದೆ. ರಾಜ್ಯ, ರಾಷ್ಟ್ರ ಮಟ್ಟದ ಅಂತಾರಾಜ್ಯ ಮಟ್ಟದ ಉಪ್ಪಾರ ಸಮಾಜದ ವಧು-ವರರು ಹಾಗೂ ಪಾಲಕರ ಸಮಾವೇಶ ಇದಾಗಿದೆ. ಈ ಕಾರ್ಯಕ್ರಮದಲ್ಲಿ ವಿವಿಧ ರಾಜ್ಯಗಳಿಂದ ಉಪ್ಪಾರ ಸಮಾಜದ ಹಲವಾರು ವಧು ಮತ್ತು ವರರು ಭಾಗವಹಿಸಲಿದ್ದಾರೆ. ಹೆಚ್ಚಿನ ಮಾಹಿತಿಗಾಗಿ 9945677701, 9449886150, 9448225046 ಸಂಪರ್ಕಿಸಿ ಎಂದು ಪ್ರಧಾನ ಕಾರ್ಯದರ್ಶಿ ತಿಳಿಸಿದ್ದಾರೆ. xyxy=(47,267,317,441)
column-rule xyxy=(751,1874,752,2329)
devotee xyxy=(1132,1032,1183,1179)
headline-savadi: ನಿಸ್ವಾರ್ಥದಿಂದ ಮಾತ್ರ ಸಂಘದ ಅಭಿವೃದ್ಧಿ: ಶಾಸಕ ಸವದಿ xyxy=(47,1880,643,1921)
column-rule xyxy=(324,155,325,1856)
body-suicide-a: • ಕುಡಚಿ: ಸಾಲದ ಬಾಧೆಯಿಂದ ಬೇಸತ್ತು ಯುವಕನೊಬ್ಬ ಆತ್ಮಹತ್ಯೆ ಮಾಡಿಕೊಂಡಿರುವ ಘಟನೆ ಪಟ್ಟಣದಲ್ಲಿ ನಡೆದಿದ್ದು, ಗುರುವಾರ ಬೆಳಕಿಗೆ ಬಂದಿದೆ. ನಿತಿನ್ ಮನೋಹರ್ ಕಾಟಿದ್ (35) ಆತ್ಮಹತ್ಯೆ ಮಾಡಿಕೊಂಡ ವ್ಯಕ್ತಿ. xyxy=(47,1595,317,1644)
certificate-frame xyxy=(1109,1713,1166,1783)
column-rule xyxy=(692,155,693,491)
chief-guest xyxy=(1032,1636,1115,1809)
column-rule xyxy=(776,1196,778,1814)
header-rule xyxy=(45,141,1496,143)
dignitary xyxy=(588,673,633,801)
paper-logo xyxy=(1124,52,1444,124)
body-college-a: • ಮೂಡಲಗಿ: ಶ್ರೀ ಮಾಡಲೇಶ್ವರ ಸ್ವಾಮೀಜಿ ಸರ್ಕಾರಿ ಪ್ರಥಮ ದರ್ಜೆ ಕಾಲೇಜಿನ ಸಮಾಜಶಾಸ್ತ್ರ ವಿಭಾಗದ ವಿದ್ಯಾರ್ಥಿನಿ ಶಿಲ್ಪಾ ಪಾಲ್ ಉದ್ದಿನ ರಾಣಿ ಚನ್ನಮ್ಮ ವಿಶ್ವವಿದ್ಯಾಲಯ, ಬೆಳಗಾವಿ 2023-24ನೇ ಸಾಲಿನ ಪರೀಕ್ಷೆಯಲ್ಲಿ ಪ್ರಥಮ ರ್ಯಾಂಕ್ ಪಡೆದು ಕಾಲೇಜಿನ ಕೀರ್ತಿ ಹೆಚ್ಚಿಸಿದ್ದಾರೆ. ಅವರು ಮೂಡಲಗಿ ಪಟ್ಟಣದ ಸರ್ಕಾರಿ ಕಾಲೇಜಿನಲ್ಲಿ ವ್ಯಾಸಂಗ ಮಾಡಿದ್ದು ಗೋಲ್ಡ್ ಮೆಡಲ್ ಪಡೆದಿದ್ದಾರೆ. ಅವರ ಸಾಧನೆಗೆ ಕಾಲೇಜಿನ ಪ್ರಾಂಶುಪಾಲರು, ಪ್ರಾಧ್ಯಾಪಕರು ಮತ್ತು ಸಿಬ್ಬಂದಿ ವರ್ಗದವರು ಅಭಿನಂದನೆ ಸಲ್ಲಿಸಿದ್ದಾರೆ. ಸಮಾಜಶಾಸ್ತ್ರ ವಿಭಾಗದ ಎಲ್ಲ ಉಪನ್ಯಾಸಕರು ಅವರ ಸಾಧನೆಗೆ ಹರ್ಷ ವ್ಯಕ್ತಪಡಿಸಿದ್ದಾರೆ. xyxy=(785,1614,1004,1788)
body-savadi-c: ಅವರಿಗೆ ಎಂದು ಆಲ್ಬನ್ನಾಯವಾದಂತೆ ಸಂಘದ ಆಡಳಿತ ಮಂಡಳಿಯ ಸದಸ್ಯರು ಪ್ರಾಮಾಣಿಕ ಸೇವೆ ನೀಡಬೇಕು ಎಂದು ಹೇಳಿದರು. xyxy=(523,2126,744,2175)
reg-dot-yellow xyxy=(180,2341,194,2355)
headline-mahaveer: ವಿಶ್ವಕ್ಕೆ ಶಾಂತಿಮಂತ್ರ ಸಾರಿದ ಮಹಾವೀರ xyxy=(358,540,953,597)
headline-vadhu-vara: ವಧು-ವರರ ಸಮಾವೇಶ xyxy=(46,232,223,260)
person xyxy=(556,274,584,367)
turban xyxy=(1038,1622,1109,1654)
headline-suicide: ಸಾಲಬಾಧೆ: ಆತ್ಮಹತ್ಯೆ xyxy=(46,1561,207,1589)
section-title: ಬೆಳಗಾವಿ xyxy=(579,58,764,132)
divider xyxy=(47,641,316,642)
speaker xyxy=(1160,1250,1217,1350)
student xyxy=(416,1692,451,1804)
phule-jayanti-photo xyxy=(345,161,684,445)
color-strip xyxy=(47,1864,405,1875)
speaker xyxy=(1275,1252,1333,1350)
officer xyxy=(1166,225,1201,359)
headline-liquor-b: ಮದ್ಯ ವಶ xyxy=(46,672,120,698)
page-number: 11 xyxy=(1193,107,1238,145)
student xyxy=(665,1695,701,1804)
dignitary xyxy=(831,666,876,801)
victim-photo xyxy=(49,1666,128,1768)
headline-hanuma: ಹನುಮ ಜಯಂತಿ; ವಿವಿಧ ಕಾರ್ಯಕ್ರಮ xyxy=(758,1880,1024,1906)
reg-dot-black xyxy=(1421,2341,1435,2355)
reg-dot-yellow xyxy=(986,2341,1000,2355)
person xyxy=(364,276,393,366)
student xyxy=(364,1695,400,1804)
logo-name: ಹೊಸ ದಿಗಂತ xyxy=(1185,54,1343,95)
savadi-event-photo xyxy=(285,1927,744,2120)
body-tennis-c: ಟ್ಟದಲ್ಲಿ ಬೆಳೆಸಬೇಕು ಎಂದು ವಿವಿಧ ಕ್ರೀಡೆಗಳನ್ನು ಆಯೋಜಿಸಲಾಗುತ್ತಿದೆ. ಇಂತಹ ಕ್ರೀಡಾಕೂಟಗಳನ್ನು ಸಮರ್ಥವಾಗಿ ಬಳಸಿಕೊಳ್ಳಬೇಕು ಎಂದು ತಿಳಿಸಿದರು. ಪಾಂಡುರಂಗ ನಾಯಿಕ, ವಿಠಲ ಭಜಂತ್ರಿ, ರಾಹುಲ ಜಾರಕಿಹೊಳಿ ಹಾಗೂ ಇತರರು ಈ ಸಂದರ್ಭದಲ್ಲಿದ್ದರು. xyxy=(1265,1371,1495,1456)
mahaveer-event-photo xyxy=(575,615,1099,814)
saree-bundle xyxy=(1272,1084,1375,1141)
reg-dot-black xyxy=(1004,2341,1018,2355)
column-rule xyxy=(1150,1874,1151,2329)
memorial-base xyxy=(458,365,579,429)
